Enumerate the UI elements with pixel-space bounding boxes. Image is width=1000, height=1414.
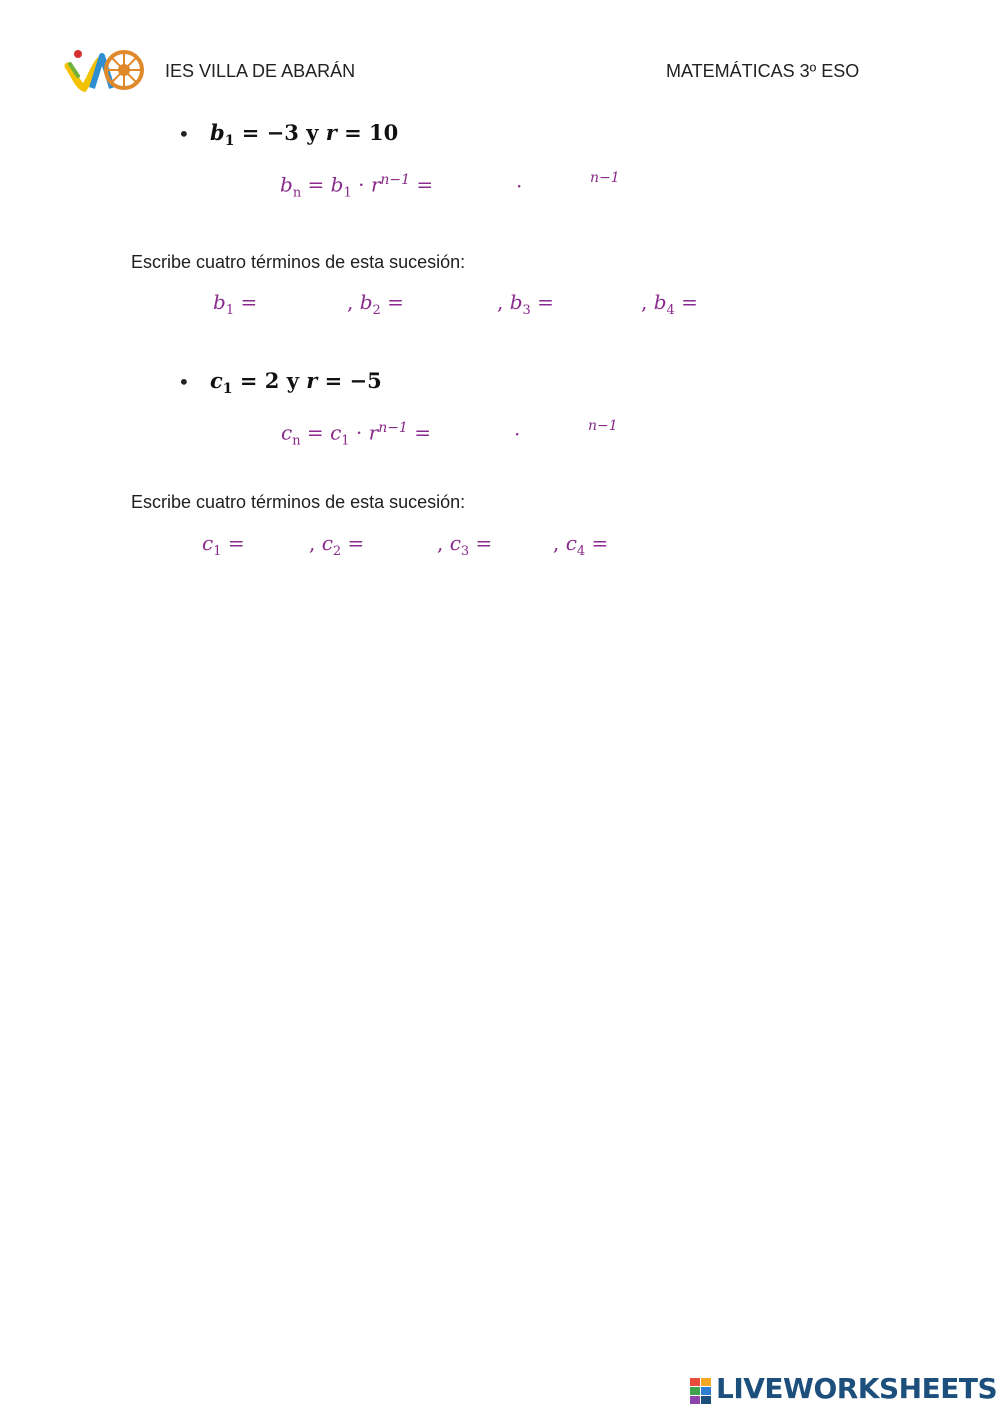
given-b-value: = −3 [234,120,307,145]
blank-c-exp: n−1 [588,418,618,434]
term-c1 [202,531,245,559]
answer-c2[interactable] [374,533,434,554]
answer-c4[interactable] [616,533,706,554]
formula-c-dot: · [349,420,369,445]
answer-b2[interactable] [412,292,494,313]
formula-b-eq: = [301,172,331,197]
term-b4-sub: 4 [666,303,675,318]
term-b1-sub: 1 [225,303,235,318]
term-b3-var: b [509,290,523,314]
formula-c [281,420,431,449]
formula-c-first-sub: 1 [341,433,350,449]
formula-b-eq2: = [410,172,434,197]
term-b2-sub: 2 [372,303,381,318]
given-b-r: r [318,120,337,145]
given-b-sub: 1 [224,133,235,150]
term-c2-eq: = [341,531,365,555]
formula-b-dot: · [351,172,371,197]
school-name: IES VILLA DE ABARÁN [165,61,356,81]
formula-b [280,172,433,201]
formula-c-exp: n−1 [378,420,408,436]
given-b-and: y [306,120,319,145]
liveworksheets-logo [690,1372,998,1408]
blank-c-ratio[interactable] [526,420,586,441]
answer-c3[interactable] [500,533,550,554]
term-c1-var: c [202,531,214,555]
formula-c-first: c [330,420,342,445]
blank-c-dot: · [514,422,521,446]
formula-c-ratio: r [368,420,379,445]
term-b3-eq: = [530,290,554,314]
given-b-r-value: = 10 [336,120,399,145]
blank-b-ratio[interactable] [528,172,588,193]
term-c3-sep: , [437,531,450,555]
given-c-value: = 2 [232,368,287,393]
term-b1-var: b [213,290,226,314]
formula-b-first: b [330,172,344,197]
given-c-var: c [210,368,223,393]
formula-c-lhs: c [281,420,293,445]
term-c4-eq: = [585,531,609,555]
term-b4-var: b [653,290,667,314]
term-c4 [553,531,608,559]
blank-b-dot: · [516,174,523,198]
term-c4-sep: , [553,531,566,555]
formula-b-ratio: r [370,172,381,197]
subject-title: MATEMÁTICAS 3º ESO [666,61,860,81]
answer-b3[interactable] [562,292,638,313]
term-c2-sep: , [309,531,322,555]
term-c2 [309,531,364,559]
term-c1-sub: 1 [213,544,222,559]
term-b1-eq: = [234,290,258,314]
term-c3-var: c [449,531,461,555]
formula-c-eq2: = [407,420,431,445]
term-b1 [213,290,257,318]
term-c3-sub: 3 [460,544,470,559]
formula-b-first-sub: 1 [343,185,352,201]
formula-b-lhs-sub: n [292,185,302,201]
formula-b-exp: n−1 [380,172,411,188]
term-c3-eq: = [469,531,493,555]
term-b2-sep: , [347,290,360,314]
blank-c-first[interactable] [454,420,512,441]
given-c [210,368,382,397]
blank-b-exp: n−1 [590,170,620,186]
given-c-r: r [298,368,318,393]
term-b3-sub: 3 [522,303,531,318]
term-b4-eq: = [674,290,698,314]
term-c4-var: c [565,531,577,555]
given-c-sub: 1 [222,381,233,398]
term-b2-var: b [359,290,373,314]
liveworksheets-wordmark: LIVEWORKSHEETS [716,1372,998,1405]
given-b-var: b [210,120,225,145]
formula-b-lhs: b [280,172,293,197]
term-c1-eq: = [221,531,245,555]
term-b4-sep: , [641,290,654,314]
term-c2-var: c [321,531,333,555]
term-b3 [497,290,554,318]
answer-c1[interactable] [254,533,306,554]
answer-b4[interactable] [706,292,796,313]
given-c-and: y [286,368,299,393]
given-b [210,120,398,149]
prompt-c: Escribe cuatro términos de esta sucesión: [131,492,466,512]
bullet-b: • [178,122,190,146]
school-logo-icon [64,46,146,94]
given-c-r-value: = −5 [317,368,382,393]
prompt-b: Escribe cuatro términos de esta sucesión: [131,252,466,272]
bullet-c: • [178,370,190,394]
formula-c-lhs-sub: n [292,433,301,449]
blank-b-first[interactable] [456,172,514,193]
term-c4-sub: 4 [576,544,586,559]
term-b2 [347,290,404,318]
term-b4 [641,290,698,318]
liveworksheets-grid-icon [690,1378,712,1404]
term-b2-eq: = [380,290,404,314]
term-c3 [437,531,492,559]
term-b3-sep: , [497,290,510,314]
answer-b1[interactable] [266,292,342,313]
formula-c-eq: = [300,420,331,445]
term-c2-sub: 2 [332,544,342,559]
